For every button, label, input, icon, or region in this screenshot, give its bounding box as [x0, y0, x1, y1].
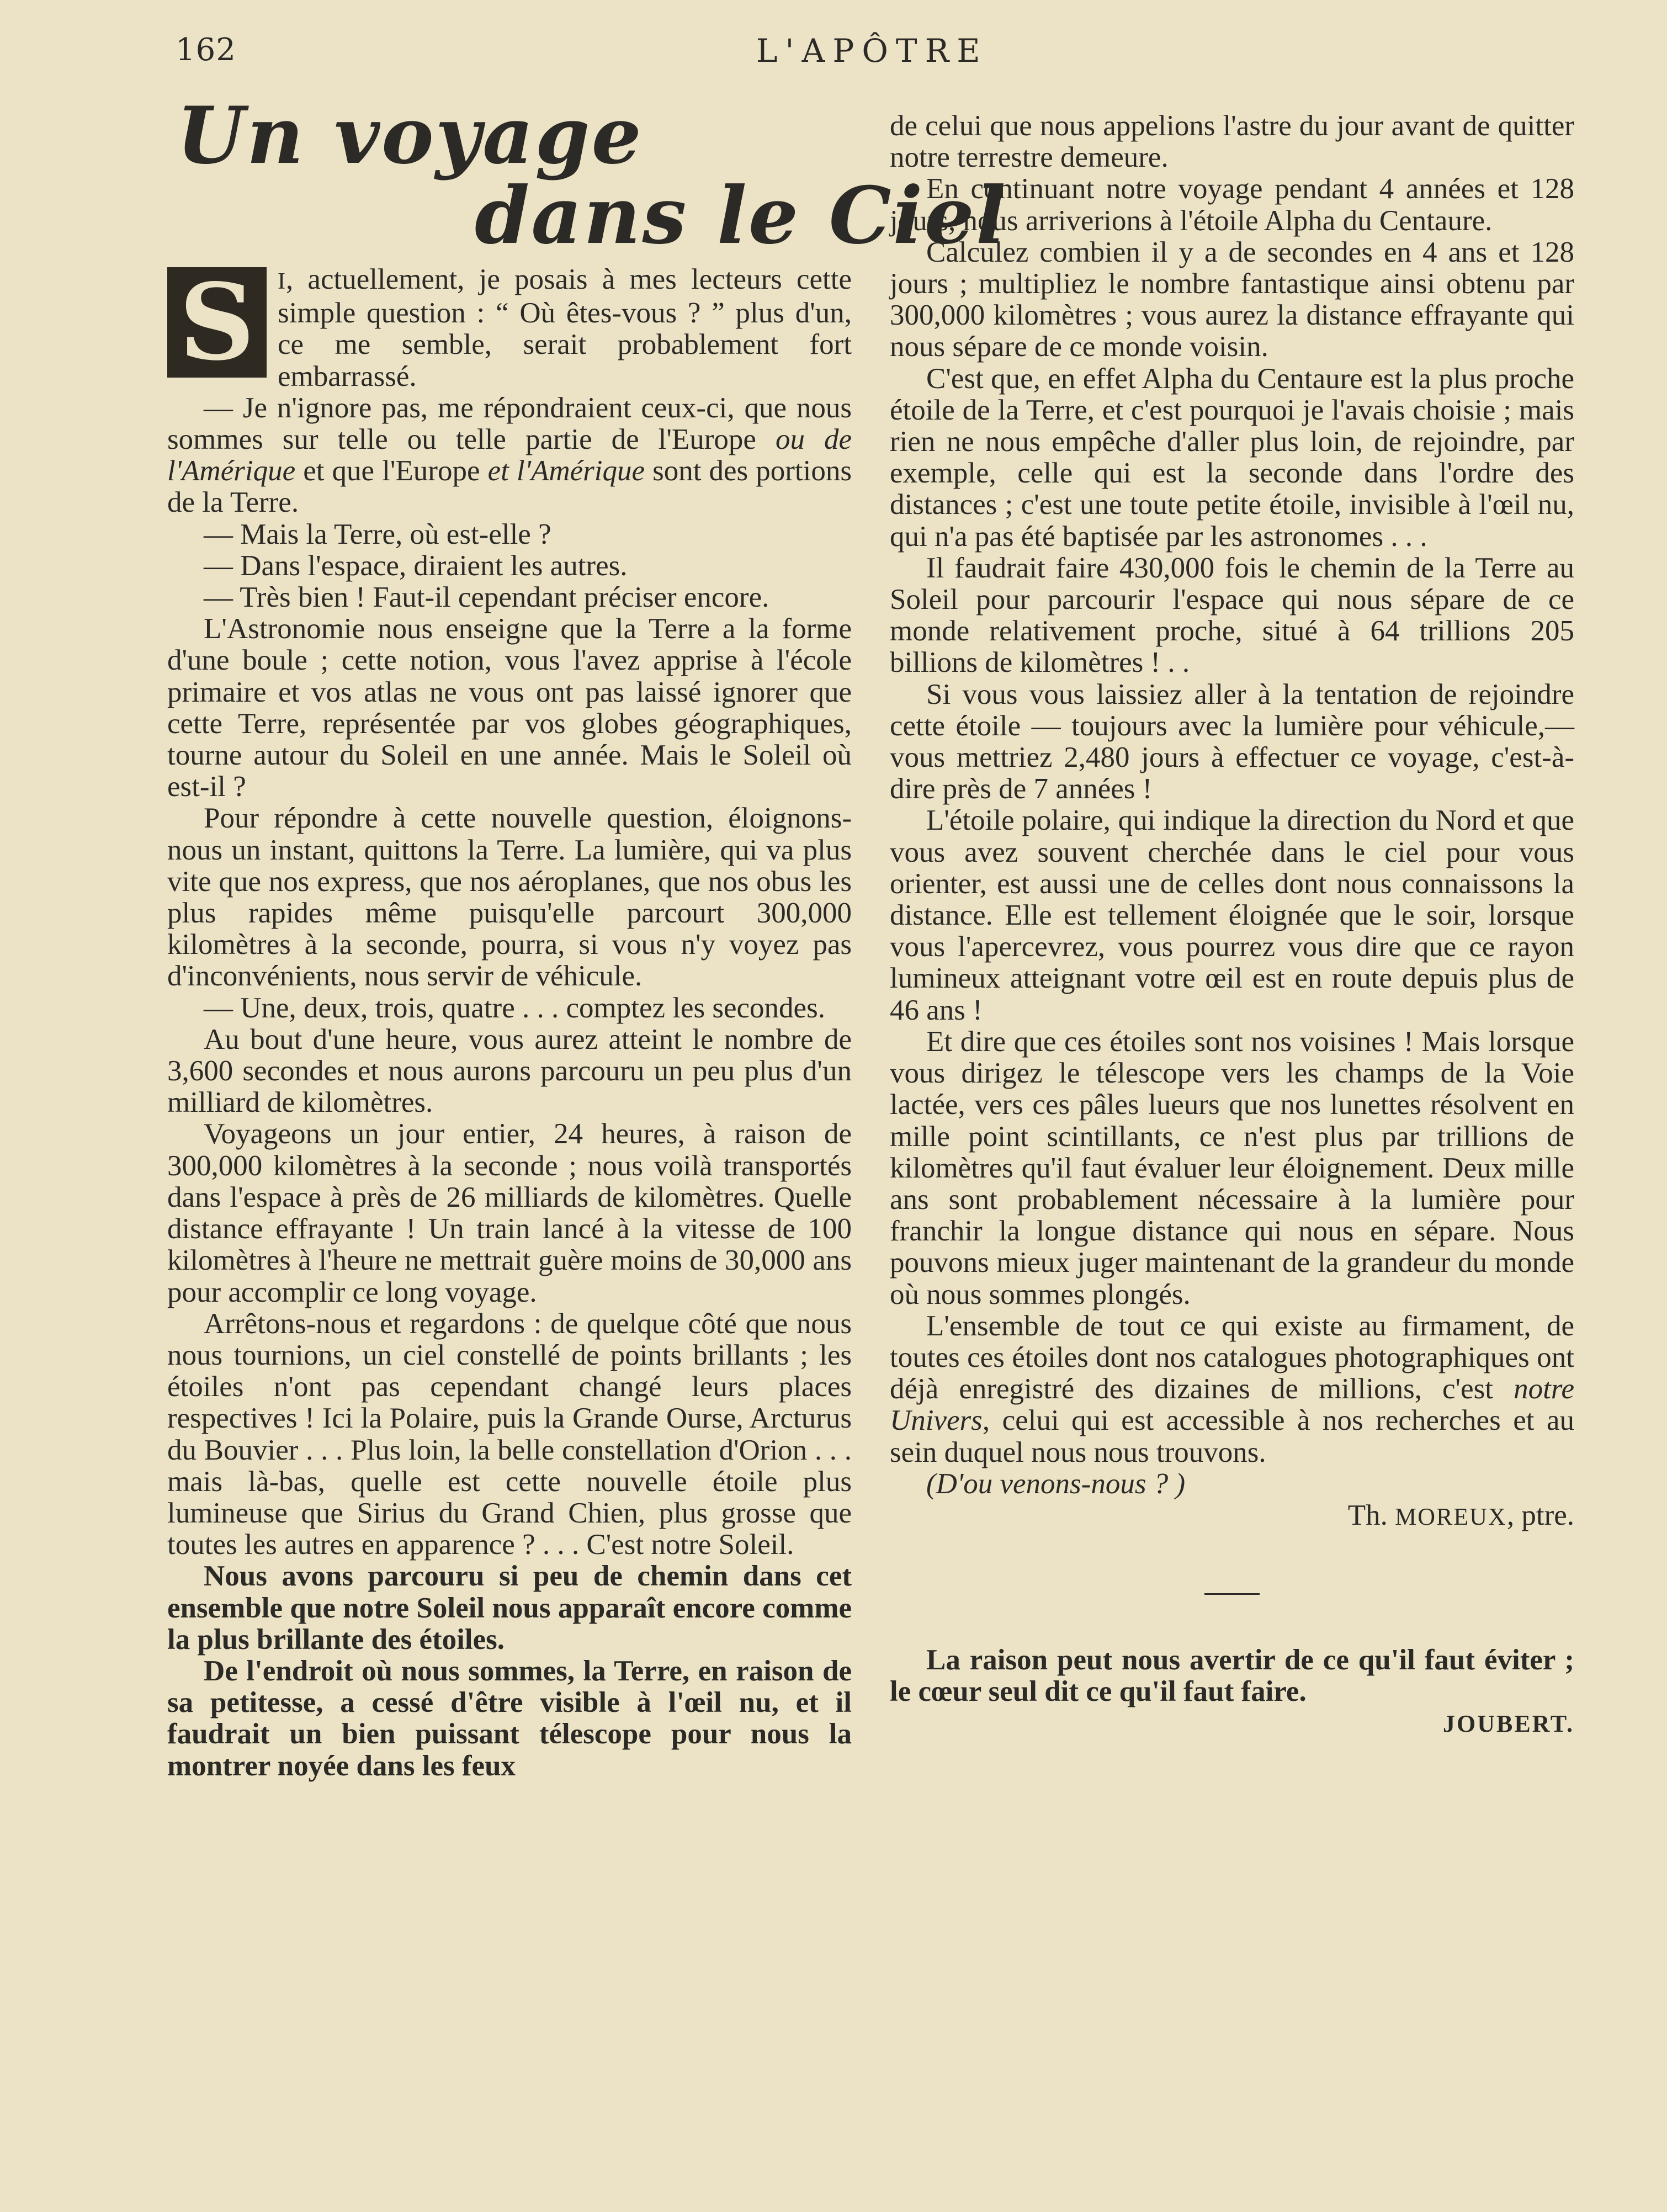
paragraph: [890, 1311, 1574, 1468]
paragraph: — Une, deux, trois, quatre . . . comptez les secondes.: [204, 991, 825, 1024]
paragraph-text: et que l'Europe: [295, 455, 488, 487]
paragraph: Il faudrait faire 430,000 fois le chemin de la Terre au Soleil pour parcourir l'espace qui nous sépare de ce monde relativement proche, situé à 64 trillions 205 billions de kilomètres ! . .: [890, 551, 1574, 679]
paragraph: [167, 392, 852, 519]
paragraph: L'Astronomie nous enseigne que la Terre a la forme d'une boule ; cette notion, vous l'avez apprise à l'école primaire et vos atlas ne vous ont pas laissé ignorer que cette Terre, représentée par vos globes géographiques, tourne autour du Soleil en une année. Mais le Soleil où est-il ?: [167, 613, 852, 803]
paragraph: Voyageons un jour entier, 24 heures, à raison de 300,000 kilomètres à la seconde ; nous voilà transportés dans l'espace à près de 26 milliards de kilomètres. Quelle distance effrayante ! Un train lancé à la vitesse de 100 kilomètres à l'heure ne mettrait guère moins de 30,000 ans pour accomplir ce long voyage.: [167, 1118, 852, 1308]
right-column: [890, 110, 1574, 1739]
paragraph-text: , celui qui est accessible à nos recherches et au sein duquel nous nous trouvons.: [890, 1404, 1574, 1468]
italic-text: et l'Amérique: [487, 455, 645, 487]
paragraph-text: , actuellement, je posais à mes lecteurs cette simple question : “ Où êtes-vous ? ” plus d'un, ce me semble, serait probablement fort embarrassé.: [278, 263, 852, 392]
paragraph: C'est que, en effet Alpha du Centaure est la plus proche étoile de la Terre, et c'est pourquoi je l'avais choisie ; mais rien ne nous empêche d'aller plus loin, de rejoindre, par exemple, celle qui est la seconde dans l'ordre des distances ; c'est une toute petite étoile, invisible à l'œil nu, qui n'a pas été baptisée par les astronomes . . .: [890, 362, 1574, 553]
source-citation: [890, 1468, 1574, 1500]
source-text: (D'ou venons-nous ? ): [926, 1467, 1186, 1500]
italic-text: notre Univers: [890, 1373, 1574, 1437]
paragraph: Et dire que ces étoiles sont nos voisines ! Mais lorsque vous dirigez le télescope vers les champs de la Voie lactée, vers ces pâles lueurs que nos lunettes résolvent en mille point scintillants, ce n'est plus par trillions de kilomètres qu'il faut évaluer leur éloignement. Deux mille ans sont probablement nécessaire à la lumière pour franchir la longue distance qui nous en sépare. Nous pouvons mieux juger maintenant de la grandeur du monde où nous sommes plongés.: [890, 1025, 1574, 1311]
running-title: L'APÔTRE: [756, 32, 988, 70]
author-first: Th.: [1347, 1499, 1395, 1531]
author-signature: [890, 1500, 1574, 1532]
paragraph: Pour répondre à cette nouvelle question, éloignons-nous un instant, quittons la Terre. La lumière, qui va plus vite que nos express, que nos aéroplanes, que nos obus les plus rapides même puisqu'elle parcourt 300,000 kilomètres à la seconde, pourra, si vous n'y voyez pas d'inconvénients, nous servir de véhicule.: [167, 802, 852, 993]
paragraph: Si vous vous laissiez aller à la tentation de rejoindre cette étoile — toujours avec la lumière pour véhicule,— vous mettriez 2,480 jours à effectuer ce voyage, c'est-à-dire près de 7 années !: [890, 678, 1574, 805]
paragraph-text: — Je n'ignore pas, me répondraient ceux-ci, que nous sommes sur telle ou telle partie de l'Europe: [167, 391, 852, 456]
paragraph: — Dans l'espace, diraient les autres.: [204, 549, 628, 582]
paragraph: [167, 261, 852, 392]
maxim-author: JOUBERT.: [1442, 1710, 1574, 1737]
paragraph: de celui que nous appelions l'astre du jour avant de quitter notre terrestre demeure.: [890, 110, 1574, 174]
article-title-line2: dans le Ciel: [475, 170, 1007, 262]
paragraph: — Très bien ! Faut-il cependant préciser encore.: [204, 581, 769, 614]
maxim-text: La raison peut nous avertir de ce qu'il faut éviter ; le cœur seul dit ce qu'il faut faire.: [890, 1644, 1574, 1708]
paragraph-text: L'ensemble de tout ce qui existe au firmament, de toutes ces étoiles dont nos catalogues photographiques ont déjà enregistré des dizaines de millions, c'est: [890, 1309, 1574, 1405]
dropcap-ornament: [167, 261, 267, 384]
paragraph-text: sont des portions de la Terre.: [167, 455, 852, 519]
section-divider: [1204, 1593, 1260, 1595]
dropcap-letter: S: [179, 261, 255, 384]
paragraph: Au bout d'une heure, vous aurez atteint le nombre de 3,600 secondes et nous aurons parcouru un peu plus d'un milliard de kilomètres.: [167, 1023, 852, 1119]
paragraph: L'étoile polaire, qui indique la direction du Nord et que vous avez souvent cherchée dans le ciel pour vous orienter, est aussi une de celles dont nous connaissons la distance. Elle est tellement éloignée que le soir, lorsque vous l'apercevrez, vous pourrez vous dire que ce rayon lumineux atteignant votre œil est en route depuis plus de 46 ans !: [890, 804, 1574, 1026]
paragraph: Nous avons parcouru si peu de chemin dans cet ensemble que notre Soleil nous apparaît encore comme la plus brillante des étoiles.: [167, 1560, 852, 1656]
article-title-line1: Un voyage: [177, 90, 643, 182]
paragraph: De l'endroit où nous sommes, la Terre, en raison de sa petitesse, a cessé d'être visible à l'œil nu, et il faudrait un bien puissant télescope pour nous la montrer noyée dans les feux: [167, 1654, 852, 1782]
left-column: [167, 261, 852, 1782]
page-number: 162: [176, 32, 236, 68]
smallcap-letter: I: [278, 269, 286, 294]
paragraph: Calculez combien il y a de secondes en 4 ans et 128 jours ; multipliez le nombre fantastique ainsi obtenu par 300,000 kilomètres ; vous aurez la distance effrayante qui nous sépare de ce monde voisin.: [890, 236, 1574, 363]
paragraph: — Mais la Terre, où est-elle ?: [204, 518, 551, 550]
paragraph: Arrêtons-nous et regardons : de quelque côté que nous nous tournions, un ciel constellé de points brillants ; les étoiles n'ont pas cependant changé leurs places respectives ! Ici la Polaire, puis la Grande Ourse, Arcturus du Bouvier . . . Plus loin, la belle constellation d'Orion . . . mais là-bas, quelle est cette nouvelle étoile plus lumineuse que Sirius du Grand Chien, plus grosse que toutes les autres en apparence ? . . . C'est notre Soleil.: [167, 1307, 852, 1561]
italic-text: ou de l'Amérique: [167, 423, 852, 487]
author-title: , ptre.: [1506, 1499, 1574, 1531]
author-name: MOREUX: [1395, 1503, 1507, 1530]
paragraph: En continuant notre voyage pendant 4 années et 128 jours, nous arriverions à l'étoile Alpha du Centaure.: [890, 173, 1574, 237]
